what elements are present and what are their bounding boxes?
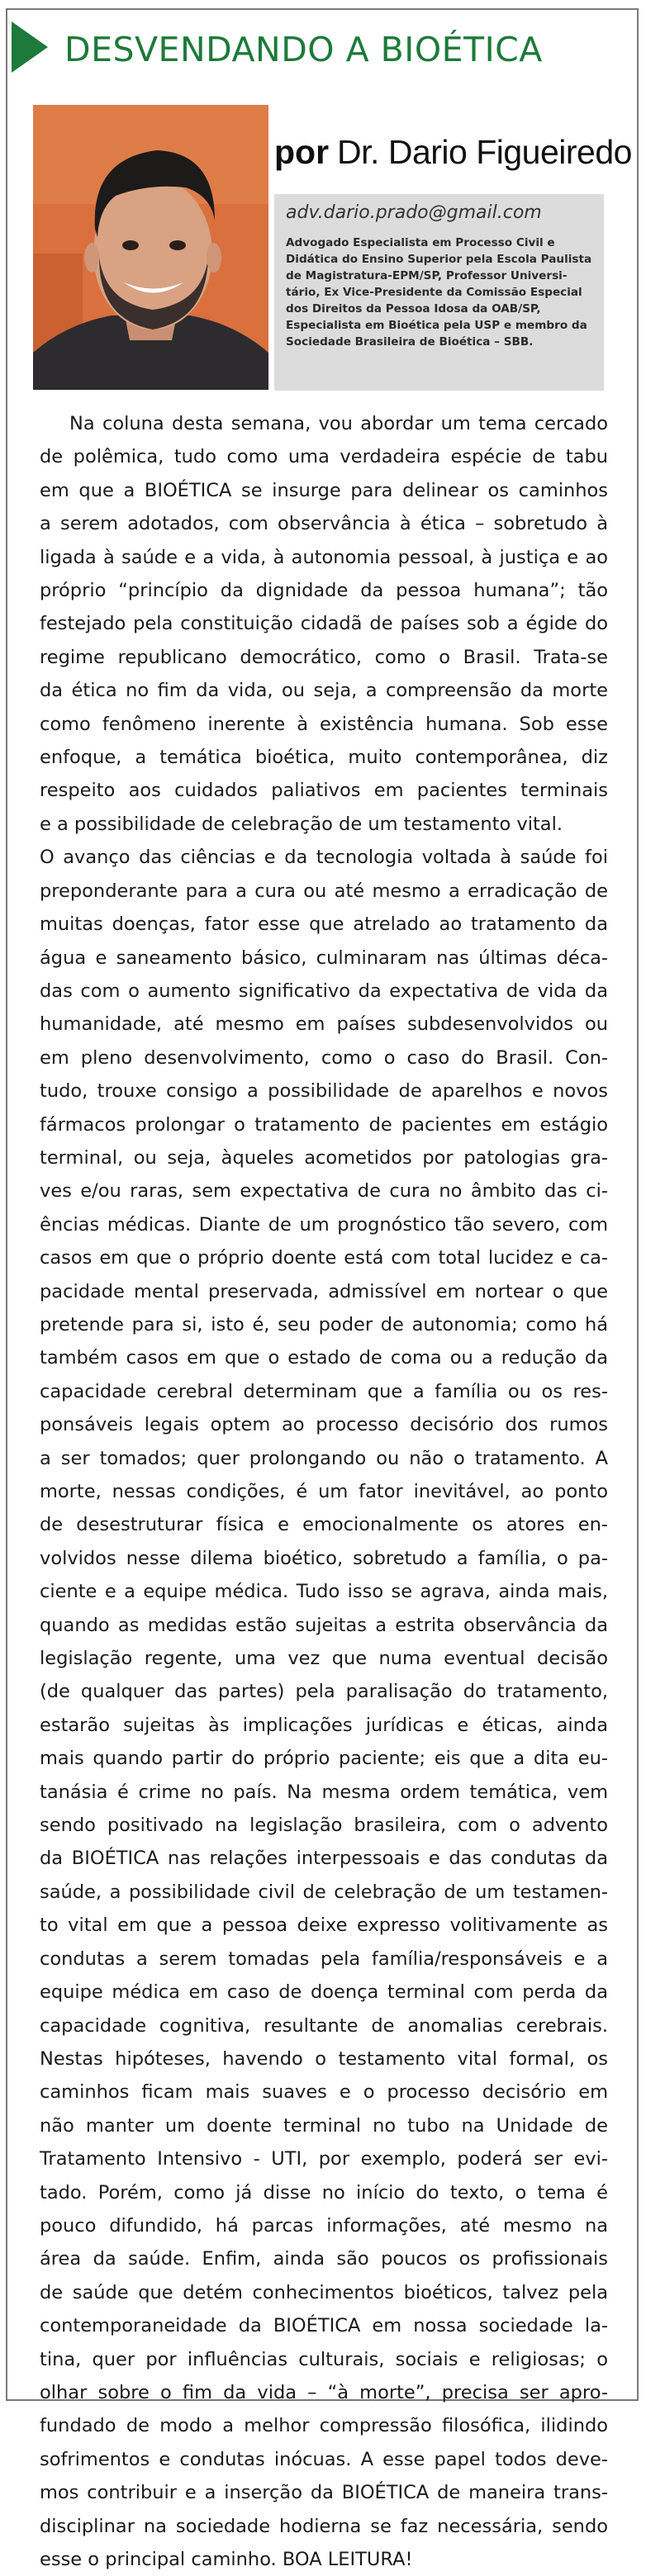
bio-line: Advogado Especialista em Processo Civil e bbox=[286, 236, 555, 249]
author-bio-box bbox=[274, 194, 604, 391]
article-line: da BIOÉTICA nas relações interpessoais e das condutas da bbox=[40, 1848, 608, 1870]
article-line: pretende para si, isto é, seu poder de autonomia; como há bbox=[40, 1313, 608, 1335]
article-line: e a possibilidade de celebração de um testamento vital. bbox=[40, 813, 563, 835]
article-line: água e saneamento básico, culminaram nas últimas déca- bbox=[40, 946, 608, 969]
article-line: respeito aos cuidados paliativos em pacientes terminais bbox=[40, 780, 608, 802]
bio-line: Sociedade Brasileira de Bioética – SBB. bbox=[286, 335, 534, 349]
article-line: quando as medidas estão sujeitas a estrita observância da bbox=[40, 1614, 608, 1636]
article-line: de saúde que detém conhecimentos bioéticos, talvez pela bbox=[40, 2281, 608, 2303]
article-line: em pleno desenvolvimento, como o caso do Brasil. Con- bbox=[40, 1046, 608, 1069]
article-line: to vital em que a pessoa deixe expresso volitivamente as bbox=[40, 1914, 608, 1937]
article-line: área da saúde. Enfim, ainda são poucos os profissionais bbox=[40, 2248, 608, 2270]
byline-prefix: por bbox=[274, 133, 330, 171]
column-title: DESVENDANDO A BIOÉTICA bbox=[64, 30, 543, 69]
article-line: a serem adotados, com observância à ética – sobretudo à bbox=[40, 513, 608, 535]
article-line: O avanço das ciências e da tecnologia voltada à saúde foi bbox=[40, 847, 608, 869]
article-line: condutas a serem tomadas pela família/responsáveis e a bbox=[40, 1947, 608, 1970]
article-line: fármacos prolongar o tratamento de pacientes em estágio bbox=[40, 1113, 608, 1136]
article-line: não manter um doente terminal no tubo na Unidade de bbox=[40, 2114, 608, 2137]
article-line: ências médicas. Diante de um prognóstico tão severo, com bbox=[40, 1213, 608, 1236]
article-line: mos contribuir e a inserção da BIOÉTICA de maneira trans- bbox=[40, 2482, 608, 2504]
author-photo bbox=[33, 105, 268, 390]
article-line: capacidade cerebral determinam que a família ou os res- bbox=[40, 1380, 608, 1402]
article-line: capacidade cognitiva, resultante de anomalias cerebrais. bbox=[40, 2014, 608, 2037]
author-name: Dr. Dario Figueiredo bbox=[337, 133, 632, 171]
article-line: tina, quer por influências culturais, sociais e religiosas; o bbox=[40, 2348, 608, 2370]
article-line: ves e/ou raras, sem expectativa de cura no âmbito das ci- bbox=[40, 1180, 608, 1203]
article-line: humanidade, até mesmo em países subdesenvolvidos ou bbox=[40, 1013, 608, 1036]
bio-line: Especialista em Bioética pela USP e membro da bbox=[286, 319, 587, 332]
article-line: Na coluna desta semana, vou abordar um tema cercado bbox=[69, 413, 608, 434]
article-line: pouco difundido, há parcas informações, até mesmo na bbox=[40, 2214, 608, 2237]
article-line: tado. Porém, como já disse no início do texto, o tema é bbox=[40, 2181, 608, 2204]
article-line: de polêmica, tudo como uma verdadeira espécie de tabu bbox=[40, 446, 608, 468]
article-line: ciente e a equipe médica. Tudo isso se agrava, ainda mais, bbox=[40, 1581, 608, 1603]
article-line: tudo, trouxe consigo a possibilidade de aparelhos e novos bbox=[40, 1080, 608, 1103]
article-line: regime republicano democrático, como o Brasil. Trata-se bbox=[40, 646, 608, 668]
author-byline bbox=[274, 133, 632, 172]
article-line: festejado pela constituição cidadã de países sob a égide do bbox=[40, 613, 608, 635]
article-line: Nestas hipóteses, havendo o testamento vital formal, os bbox=[40, 2047, 608, 2070]
article-line: disciplinar na sociedade hodierna se faz necessária, sendo bbox=[40, 2515, 608, 2537]
article-line: (de qualquer das partes) pela paralisação do tratamento, bbox=[40, 1681, 608, 1703]
bio-line: Didática do Ensino Superior pela Escola Paulista bbox=[286, 253, 592, 266]
article-line: muitas doenças, fator esse que atrelado ao tratamento da bbox=[40, 913, 608, 936]
bio-line: dos Direitos da Pessoa Idosa da OAB/SP, bbox=[286, 302, 541, 315]
article-line: tanásia é crime no país. Na mesma ordem temática, vem bbox=[40, 1781, 608, 1803]
article-line: olhar sobre o fim da vida – “à morte”, precisa ser apro- bbox=[40, 2381, 608, 2403]
article-line: próprio “princípio da dignidade da pessoa humana”; tão bbox=[40, 580, 608, 602]
article-line: sofrimentos e condutas inócuas. A esse papel todos deve- bbox=[40, 2448, 608, 2470]
article-line: legislação regente, uma vez que numa eventual decisão bbox=[40, 1648, 608, 1670]
article-line: da ética no fim da vida, ou seja, a compreensão da morte bbox=[40, 680, 608, 702]
article-line: volvidos nesse dilema bioético, sobretudo a família, o pa- bbox=[40, 1547, 608, 1569]
article-line: ponsáveis legais optem ao processo decisório dos rumos bbox=[40, 1414, 608, 1436]
article-line: equipe médica em caso de doença terminal com perda da bbox=[40, 1981, 608, 2004]
article-line: enfoque, a temática bioética, muito contemporânea, diz bbox=[40, 747, 608, 769]
article-line: também casos em que o estado de coma ou a redução da bbox=[40, 1347, 608, 1369]
section-marker-icon bbox=[12, 21, 48, 73]
bio-line: de Magistratura-EPM/SP, Professor Universi- bbox=[286, 269, 568, 282]
article-line: como fenômeno inerente à existência humana. Sob esse bbox=[40, 713, 608, 735]
article-line: de desestruturar física e emocionalmente os atores en- bbox=[40, 1514, 608, 1536]
author-bio bbox=[286, 235, 592, 350]
article-line: morte, nessas condições, é um fator inevitável, ao ponto bbox=[40, 1481, 608, 1502]
article-line: ligada à saúde e a vida, à autonomia pessoal, à justiça e ao bbox=[40, 546, 608, 568]
article-line: fundado de modo a melhor compressão filosófica, ilidindo bbox=[40, 2415, 608, 2437]
article-line: esse o principal caminho. BOA LEITURA! bbox=[40, 2549, 413, 2570]
article-line: sendo positivado na legislação brasileira, com o advento bbox=[40, 1815, 608, 1837]
article-line: estarão sujeitas às implicações jurídicas e éticas, ainda bbox=[40, 1714, 608, 1736]
article-line: preponderante para a cura ou até mesmo a erradicação de bbox=[40, 880, 608, 902]
article-line: casos em que o próprio doente está com total lucidez e ca- bbox=[40, 1247, 608, 1269]
article-line: em que a BIOÉTICA se insurge para delinear os caminhos bbox=[40, 479, 608, 501]
article-line: terminal, ou seja, àqueles acometidos por patologias gra- bbox=[40, 1146, 608, 1169]
article-line: caminhos ficam mais suaves e o processo decisório em bbox=[40, 2081, 608, 2104]
article-line: das com o aumento significativo da expectativa de vida da bbox=[40, 980, 608, 1002]
article-line: saúde, a possibilidade civil de celebração de um testamen- bbox=[40, 1881, 608, 1903]
article-line: contemporaneidade da BIOÉTICA em nossa sociedade la- bbox=[40, 2315, 608, 2337]
article-line: Tratamento Intensivo - UTI, por exemplo, poderá ser evi- bbox=[40, 2148, 608, 2170]
article-line: mais quando partir do próprio paciente; eis que a dita eu- bbox=[40, 1748, 608, 1770]
article-body bbox=[40, 407, 608, 2576]
article-line: a ser tomados; quer prolongando ou não o tratamento. A bbox=[40, 1447, 608, 1469]
author-email[interactable]: adv.dario.prado@gmail.com bbox=[286, 202, 542, 223]
bio-line: tário, Ex Vice-Presidente da Comissão Especial bbox=[286, 286, 582, 299]
article-line: pacidade mental preservada, admissível em nortear o que bbox=[40, 1280, 608, 1302]
